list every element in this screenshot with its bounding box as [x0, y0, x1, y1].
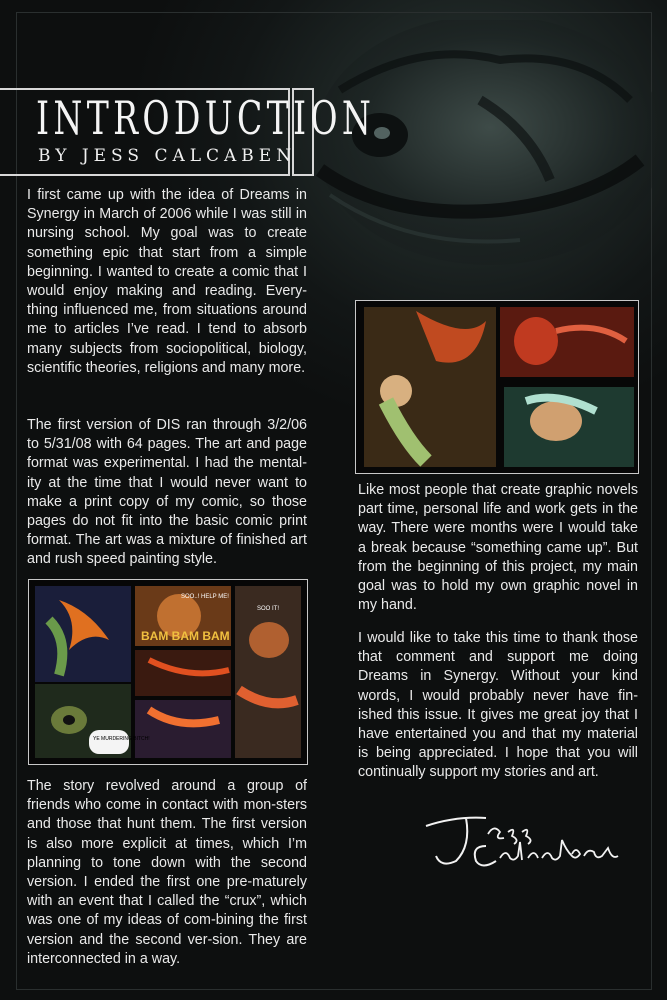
paragraph-origin: I first came up with the idea of Dreams in Synergy in March of 2006 while I was still in nursing school. My goal was to create something epic that start from a simple beginning. I wanted to create a comic that I would enjoy making and reading. Every-thing influenced me, from situations around me to articles I’ve read. I tend to absorb many subjects from sociopolitical, biology, scientific theories, religions and many more. — [27, 187, 307, 376]
page-title: INTRODUCTION — [36, 91, 376, 145]
sound-effect-bam: BAM BAM BAM — [141, 629, 230, 643]
author-signature — [416, 806, 626, 870]
paragraph-thanks: I would like to take this time to thank those that comment and support me doing Dreams in Synergy. Without your kind words, I would probably never have fin-ished this issue. It gives me great joy that I have entertained you and that my material is being appreciated. I hope that you will continually support my stories and art. — [358, 630, 638, 781]
comic-page-collage-left — [28, 579, 308, 765]
speech-help: SOO..! HELP ME! — [181, 594, 229, 600]
paragraph-story: The story revolved around a group of friends who come in contact with mon-sters and those that hunt them. The first version is also more explicit at times, which I’m planning to tone down with the second version. I ended the first one pre-maturely with an event that I called the “crux”, which was one of my ideas of com-bining the first version and the second ver-sion. They are interconnected in a way. — [27, 778, 307, 967]
paragraph-first-version: The first version of DIS ran through 3/2/06 to 5/31/08 with 64 pages. The art and page format was experimental. I had the mental-ity at the time that I would never want to make a print copy of my comic, so those pages do not fit into the basic comic print format. The art was a mixture of finished art and rush speed painting style. — [27, 417, 307, 568]
comic-page-collage-right — [355, 300, 639, 474]
author-byline: BY JESS CALCABEN — [38, 146, 297, 166]
comic-panels-right — [356, 301, 638, 473]
paragraph-breaks: Like most people that create graphic novels part time, personal life and work gets in the way. There were months were I would take a break because “something came up”. But from the beginning of this project, my main goal was to hold my own graphic novel in my hand. — [358, 482, 638, 614]
speech-soo-it: SOO IT! — [257, 606, 280, 612]
monster-face-illustration — [300, 20, 660, 270]
speech-murdering: YE MURDERING BITCH! — [93, 736, 150, 742]
comic-panels-left — [29, 580, 307, 764]
